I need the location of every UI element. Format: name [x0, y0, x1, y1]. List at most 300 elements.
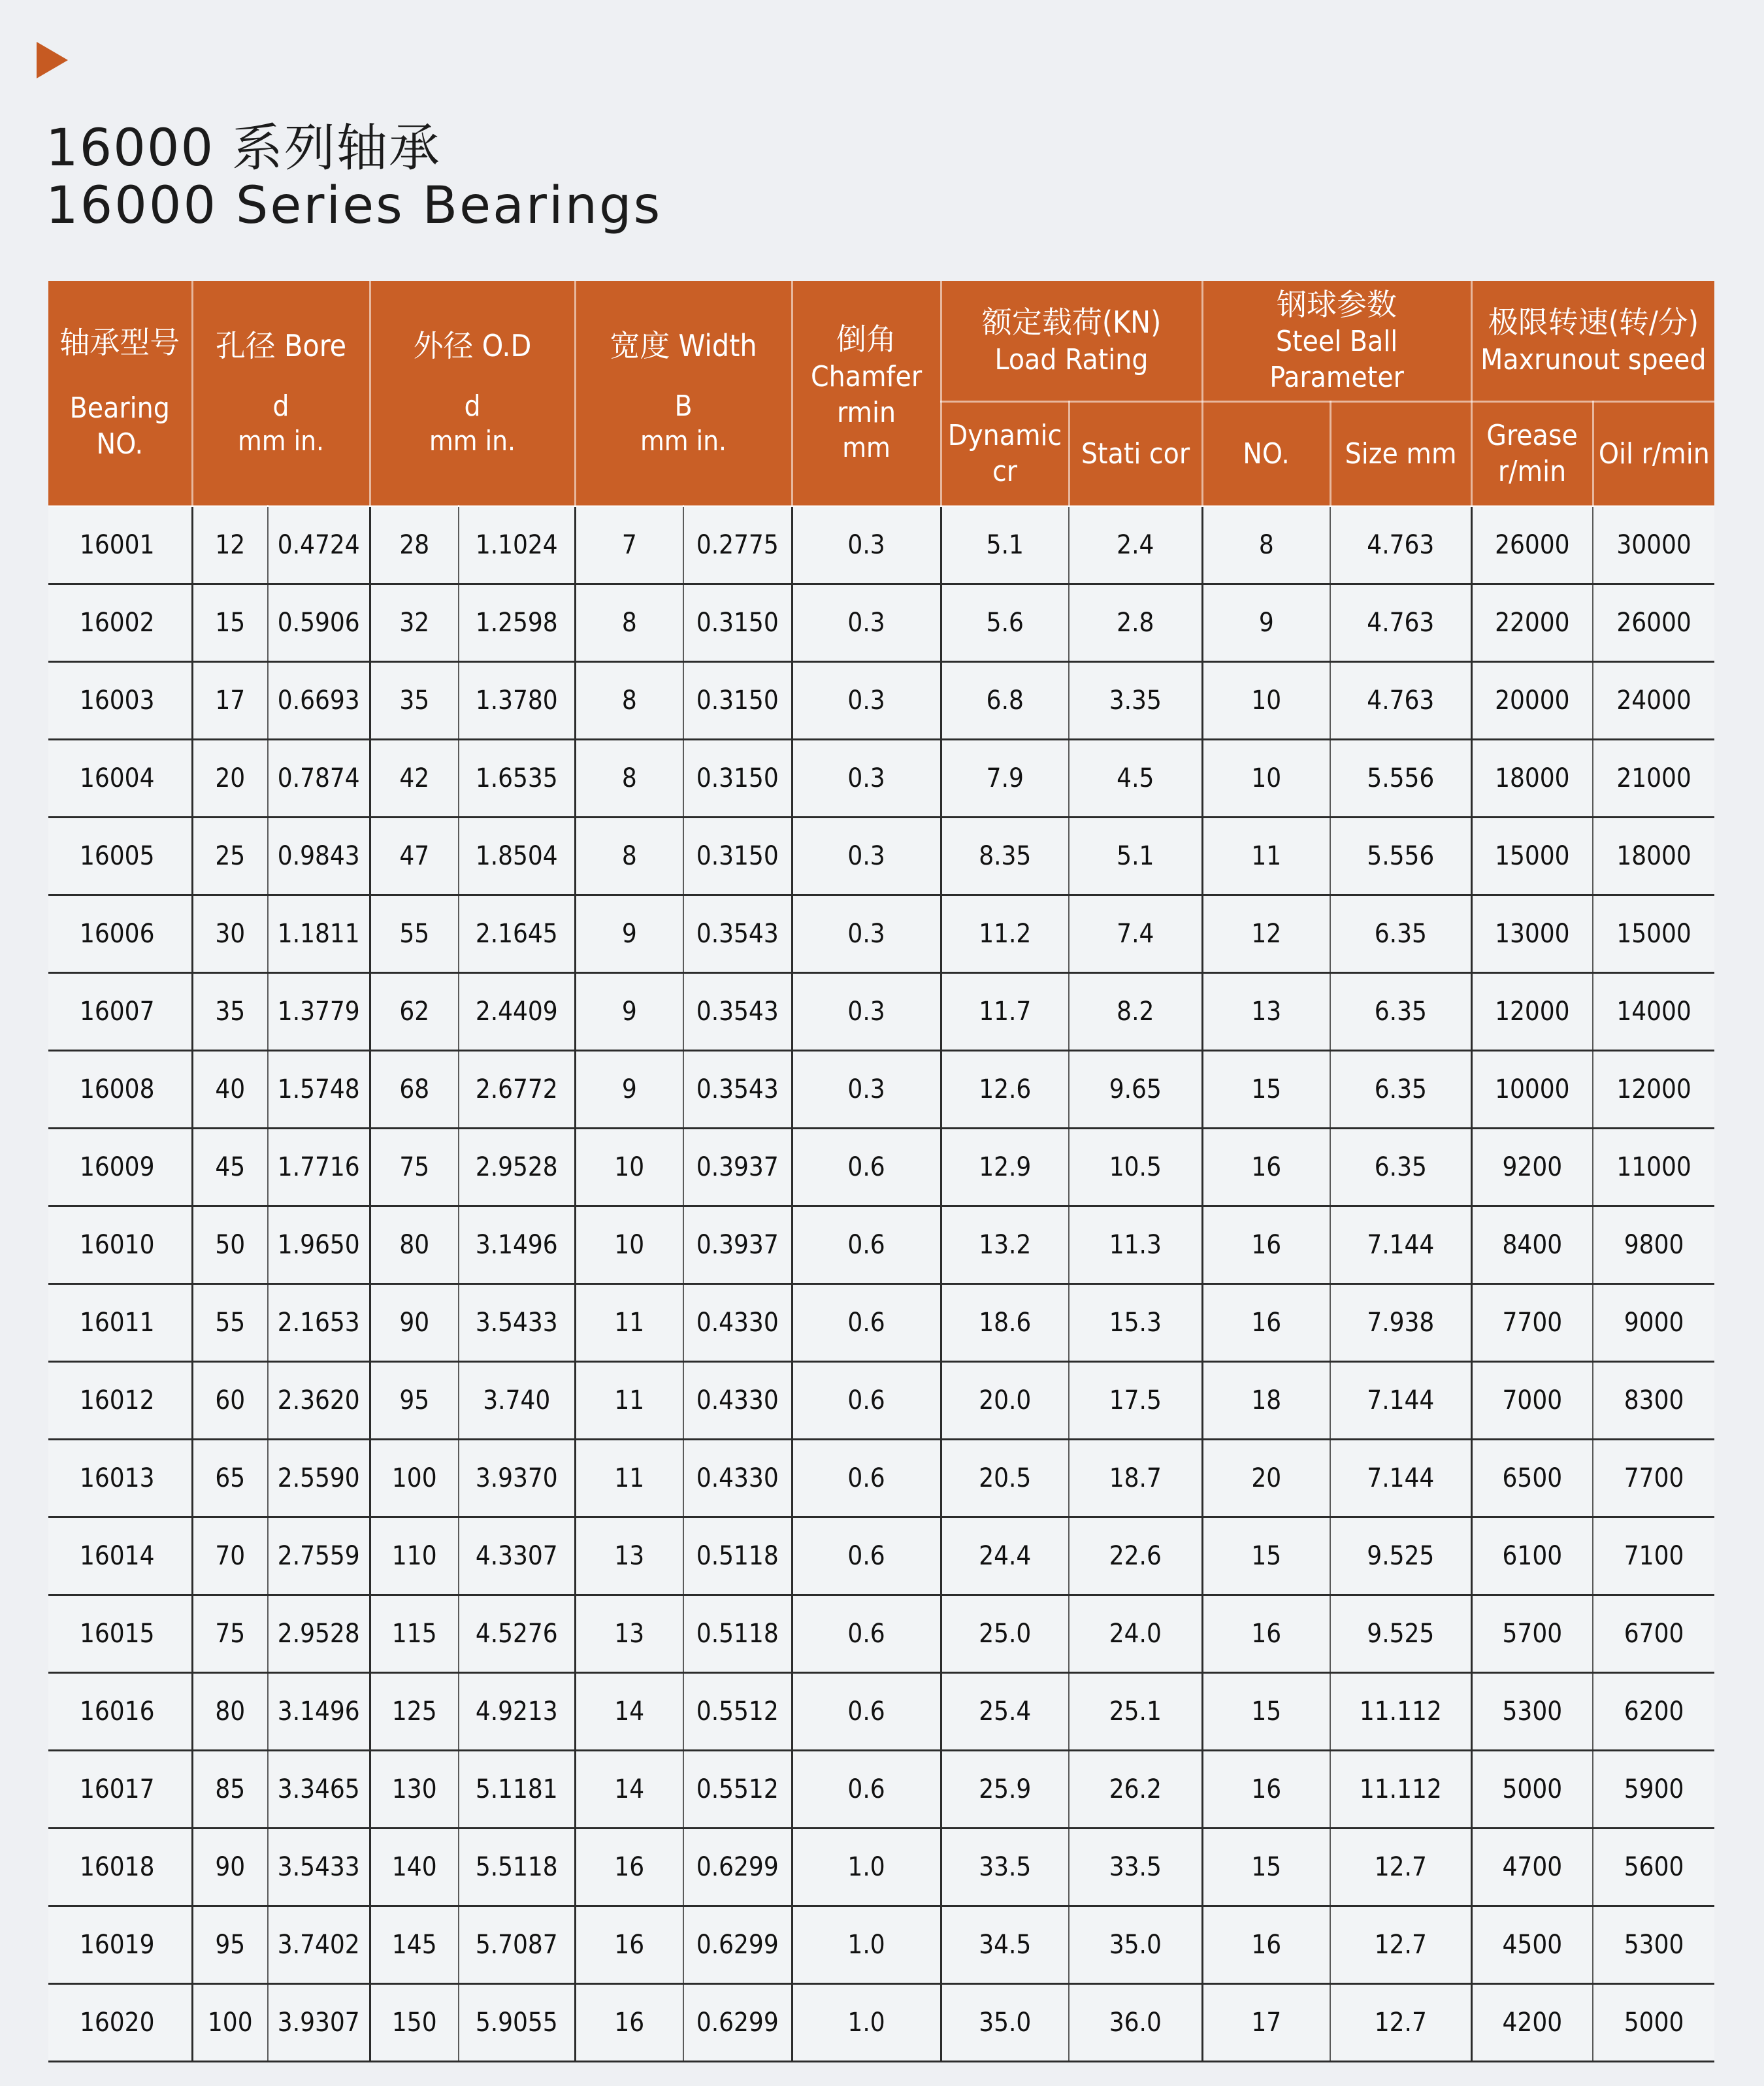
- cell-width-in: 0.3150: [683, 739, 792, 817]
- cell-od-in: 2.9528: [459, 1128, 575, 1206]
- cell-static: 7.4: [1069, 895, 1202, 972]
- header-dynamic: Dynamic cr: [941, 401, 1069, 506]
- cell-width-mm: 9: [575, 972, 683, 1050]
- cell-dynamic: 11.2: [941, 895, 1069, 972]
- table-row: [48, 1439, 1714, 1517]
- cell-width-mm: 13: [575, 1517, 683, 1595]
- cell-bore-mm: 85: [192, 1750, 268, 1828]
- cell-bearing-no: 16014: [48, 1517, 192, 1595]
- header-width-cn: 宽度 Width: [610, 327, 757, 363]
- cell-chamfer: 0.3: [792, 1050, 941, 1128]
- cell-oil: 12000: [1593, 1050, 1714, 1128]
- cell-width-mm: 8: [575, 817, 683, 895]
- cell-chamfer: 0.3: [792, 661, 941, 739]
- cell-od-mm: 90: [370, 1283, 459, 1361]
- table-row: [48, 739, 1714, 817]
- table-row: [48, 1517, 1714, 1595]
- cell-ball-size: 5.556: [1330, 817, 1471, 895]
- cell-od-mm: 150: [370, 1983, 459, 2061]
- cell-bearing-no: 16004: [48, 739, 192, 817]
- cell-ball-size: 4.763: [1330, 506, 1471, 584]
- cell-ball-no: 18: [1202, 1361, 1330, 1439]
- cell-dynamic: 20.0: [941, 1361, 1069, 1439]
- cell-bore-in: 0.9843: [268, 817, 370, 895]
- cell-bore-in: 0.4724: [268, 506, 370, 584]
- cell-bearing-no: 16011: [48, 1283, 192, 1361]
- cell-bore-mm: 65: [192, 1439, 268, 1517]
- cell-grease: 26000: [1471, 506, 1593, 584]
- cell-chamfer: 0.6: [792, 1517, 941, 1595]
- cell-dynamic: 13.2: [941, 1206, 1069, 1283]
- cell-ball-no: 16: [1202, 1750, 1330, 1828]
- cell-ball-no: 16: [1202, 1595, 1330, 1672]
- cell-od-in: 1.3780: [459, 661, 575, 739]
- cell-bore-mm: 20: [192, 739, 268, 817]
- cell-bore-in: 1.3779: [268, 972, 370, 1050]
- cell-width-in: 0.5512: [683, 1750, 792, 1828]
- cell-od-in: 1.1024: [459, 506, 575, 584]
- header-speed-cn: 极限转速(转/分): [1488, 305, 1699, 340]
- cell-width-mm: 16: [575, 1983, 683, 2061]
- cell-width-mm: 7: [575, 506, 683, 584]
- cell-oil: 18000: [1593, 817, 1714, 895]
- cell-od-in: 5.1181: [459, 1750, 575, 1828]
- header-width-symbol: B: [674, 389, 693, 423]
- cell-bore-mm: 50: [192, 1206, 268, 1283]
- cell-chamfer: 1.0: [792, 1983, 941, 2061]
- cell-od-mm: 55: [370, 895, 459, 972]
- cell-bore-in: 1.5748: [268, 1050, 370, 1128]
- cell-od-mm: 32: [370, 584, 459, 661]
- cell-bearing-no: 16009: [48, 1128, 192, 1206]
- cell-bore-mm: 60: [192, 1361, 268, 1439]
- cell-chamfer: 0.6: [792, 1206, 941, 1283]
- cell-bore-mm: 25: [192, 817, 268, 895]
- cell-dynamic: 5.1: [941, 506, 1069, 584]
- cell-ball-size: 7.144: [1330, 1439, 1471, 1517]
- cell-ball-size: 11.112: [1330, 1672, 1471, 1750]
- cell-ball-no: 10: [1202, 661, 1330, 739]
- header-bearing-no: [48, 281, 192, 506]
- cell-bore-in: 2.1653: [268, 1283, 370, 1361]
- cell-oil: 5900: [1593, 1750, 1714, 1828]
- cell-od-in: 1.8504: [459, 817, 575, 895]
- header-ball-en: Steel Ball Parameter: [1269, 325, 1404, 394]
- header-width-unit: mm in.: [640, 425, 727, 457]
- cell-width-mm: 16: [575, 1828, 683, 1906]
- cell-bore-in: 3.3465: [268, 1750, 370, 1828]
- cell-static: 9.65: [1069, 1050, 1202, 1128]
- cell-od-mm: 80: [370, 1206, 459, 1283]
- cell-static: 5.1: [1069, 817, 1202, 895]
- cell-bearing-no: 16007: [48, 972, 192, 1050]
- cell-od-mm: 95: [370, 1361, 459, 1439]
- cell-chamfer: 0.6: [792, 1128, 941, 1206]
- table-row: [48, 1595, 1714, 1672]
- cell-chamfer: 0.3: [792, 584, 941, 661]
- cell-width-in: 0.6299: [683, 1983, 792, 2061]
- table-row: [48, 506, 1714, 584]
- cell-width-in: 0.3150: [683, 584, 792, 661]
- cell-width-in: 0.3150: [683, 661, 792, 739]
- cell-oil: 5300: [1593, 1906, 1714, 1983]
- cell-chamfer: 0.3: [792, 739, 941, 817]
- cell-width-mm: 16: [575, 1906, 683, 1983]
- cell-oil: 5000: [1593, 1983, 1714, 2061]
- cell-od-mm: 145: [370, 1906, 459, 1983]
- cell-ball-size: 5.556: [1330, 739, 1471, 817]
- cell-ball-size: 9.525: [1330, 1595, 1471, 1672]
- cell-dynamic: 20.5: [941, 1439, 1069, 1517]
- cell-dynamic: 35.0: [941, 1983, 1069, 2061]
- cell-oil: 9800: [1593, 1206, 1714, 1283]
- cell-grease: 4500: [1471, 1906, 1593, 1983]
- cell-od-in: 3.5433: [459, 1283, 575, 1361]
- cell-od-mm: 130: [370, 1750, 459, 1828]
- cell-bore-in: 3.7402: [268, 1906, 370, 1983]
- cell-dynamic: 25.4: [941, 1672, 1069, 1750]
- cell-bore-mm: 12: [192, 506, 268, 584]
- header-chamfer: [792, 281, 941, 506]
- header-chamfer-symbol: rmin: [836, 395, 896, 429]
- cell-od-in: 4.9213: [459, 1672, 575, 1750]
- cell-ball-no: 17: [1202, 1983, 1330, 2061]
- table-row: [48, 972, 1714, 1050]
- cell-dynamic: 34.5: [941, 1906, 1069, 1983]
- cell-ball-no: 16: [1202, 1206, 1330, 1283]
- cell-bore-mm: 30: [192, 895, 268, 972]
- header-od-symbol: d: [464, 389, 481, 423]
- cell-chamfer: 0.6: [792, 1283, 941, 1361]
- cell-chamfer: 0.3: [792, 817, 941, 895]
- cell-grease: 10000: [1471, 1050, 1593, 1128]
- cell-dynamic: 6.8: [941, 661, 1069, 739]
- cell-bore-in: 0.5906: [268, 584, 370, 661]
- cell-static: 35.0: [1069, 1906, 1202, 1983]
- page-title-cn: 16000 系列轴承: [46, 119, 441, 178]
- cell-width-mm: 11: [575, 1439, 683, 1517]
- header-load-cn: 额定载荷(KN): [981, 305, 1162, 340]
- cell-bore-mm: 45: [192, 1128, 268, 1206]
- header-load-rating: [941, 281, 1202, 401]
- cell-od-in: 3.9370: [459, 1439, 575, 1517]
- table-row: [48, 661, 1714, 739]
- cell-width-in: 0.3543: [683, 972, 792, 1050]
- cell-bore-mm: 90: [192, 1828, 268, 1906]
- cell-oil: 5600: [1593, 1828, 1714, 1906]
- cell-chamfer: 0.6: [792, 1361, 941, 1439]
- header-od: [370, 281, 575, 506]
- cell-bore-mm: 35: [192, 972, 268, 1050]
- cell-static: 18.7: [1069, 1439, 1202, 1517]
- cell-grease: 5300: [1471, 1672, 1593, 1750]
- cell-ball-no: 20: [1202, 1439, 1330, 1517]
- cell-width-in: 0.5512: [683, 1672, 792, 1750]
- cell-ball-size: 7.938: [1330, 1283, 1471, 1361]
- cell-grease: 20000: [1471, 661, 1593, 739]
- cell-ball-no: 16: [1202, 1128, 1330, 1206]
- cell-grease: 8400: [1471, 1206, 1593, 1283]
- cell-bore-mm: 70: [192, 1517, 268, 1595]
- cell-grease: 12000: [1471, 972, 1593, 1050]
- cell-oil: 24000: [1593, 661, 1714, 739]
- cell-ball-no: 10: [1202, 739, 1330, 817]
- cell-od-in: 2.6772: [459, 1050, 575, 1128]
- cell-grease: 4700: [1471, 1828, 1593, 1906]
- cell-ball-size: 12.7: [1330, 1828, 1471, 1906]
- cell-ball-size: 6.35: [1330, 1128, 1471, 1206]
- cell-width-mm: 10: [575, 1206, 683, 1283]
- cell-width-in: 0.5118: [683, 1517, 792, 1595]
- cell-ball-no: 15: [1202, 1672, 1330, 1750]
- cell-od-mm: 42: [370, 739, 459, 817]
- cell-chamfer: 0.6: [792, 1595, 941, 1672]
- cell-ball-size: 12.7: [1330, 1983, 1471, 2061]
- cell-ball-size: 11.112: [1330, 1750, 1471, 1828]
- cell-ball-size: 6.35: [1330, 895, 1471, 972]
- cell-dynamic: 7.9: [941, 739, 1069, 817]
- cell-static: 2.4: [1069, 506, 1202, 584]
- cell-od-in: 5.9055: [459, 1983, 575, 2061]
- cell-od-in: 2.1645: [459, 895, 575, 972]
- cell-ball-no: 13: [1202, 972, 1330, 1050]
- cell-chamfer: 0.3: [792, 972, 941, 1050]
- cell-ball-size: 6.35: [1330, 972, 1471, 1050]
- cell-oil: 26000: [1593, 584, 1714, 661]
- cell-bearing-no: 16012: [48, 1361, 192, 1439]
- cell-ball-size: 6.35: [1330, 1050, 1471, 1128]
- cell-bearing-no: 16018: [48, 1828, 192, 1906]
- header-width: [575, 281, 792, 506]
- bearing-spec-table: [48, 281, 1714, 2062]
- cell-static: 10.5: [1069, 1128, 1202, 1206]
- header-grease: Grease r/min: [1471, 401, 1593, 506]
- table-row: [48, 1050, 1714, 1128]
- cell-bore-in: 1.1811: [268, 895, 370, 972]
- cell-bore-in: 3.5433: [268, 1828, 370, 1906]
- cell-od-in: 5.7087: [459, 1906, 575, 1983]
- cell-width-in: 0.4330: [683, 1361, 792, 1439]
- cell-static: 8.2: [1069, 972, 1202, 1050]
- cell-chamfer: 0.3: [792, 895, 941, 972]
- cell-oil: 30000: [1593, 506, 1714, 584]
- cell-bore-mm: 75: [192, 1595, 268, 1672]
- cell-od-mm: 35: [370, 661, 459, 739]
- cell-od-mm: 100: [370, 1439, 459, 1517]
- cell-ball-size: 7.144: [1330, 1361, 1471, 1439]
- cell-od-in: 3.740: [459, 1361, 575, 1439]
- cell-chamfer: 0.3: [792, 506, 941, 584]
- header-chamfer-en: Chamfer: [810, 359, 923, 393]
- cell-width-in: 0.3150: [683, 817, 792, 895]
- cell-dynamic: 25.9: [941, 1750, 1069, 1828]
- cell-bore-in: 1.7716: [268, 1128, 370, 1206]
- cell-od-mm: 140: [370, 1828, 459, 1906]
- cell-bearing-no: 16016: [48, 1672, 192, 1750]
- cell-static: 17.5: [1069, 1361, 1202, 1439]
- cell-bearing-no: 16020: [48, 1983, 192, 2061]
- cell-grease: 9200: [1471, 1128, 1593, 1206]
- page-title: [46, 119, 662, 235]
- cell-od-in: 4.5276: [459, 1595, 575, 1672]
- header-ball-no: NO.: [1202, 401, 1330, 506]
- cell-ball-no: 16: [1202, 1906, 1330, 1983]
- cell-chamfer: 0.6: [792, 1439, 941, 1517]
- cell-bore-in: 2.9528: [268, 1595, 370, 1672]
- cell-grease: 7700: [1471, 1283, 1593, 1361]
- table-row: [48, 1128, 1714, 1206]
- cell-static: 33.5: [1069, 1828, 1202, 1906]
- header-bore-symbol: d: [272, 389, 289, 423]
- cell-width-in: 0.6299: [683, 1828, 792, 1906]
- cell-oil: 21000: [1593, 739, 1714, 817]
- cell-oil: 8300: [1593, 1361, 1714, 1439]
- cell-grease: 15000: [1471, 817, 1593, 895]
- cell-chamfer: 0.6: [792, 1672, 941, 1750]
- cell-bearing-no: 16005: [48, 817, 192, 895]
- cell-static: 15.3: [1069, 1283, 1202, 1361]
- table-row: [48, 817, 1714, 895]
- cell-bore-in: 2.5590: [268, 1439, 370, 1517]
- cell-width-in: 0.3937: [683, 1128, 792, 1206]
- header-bore-cn: 孔径 Bore: [215, 327, 347, 363]
- cell-ball-no: 15: [1202, 1828, 1330, 1906]
- cell-static: 25.1: [1069, 1672, 1202, 1750]
- cell-dynamic: 25.0: [941, 1595, 1069, 1672]
- cell-od-mm: 125: [370, 1672, 459, 1750]
- cell-bore-in: 0.7874: [268, 739, 370, 817]
- cell-dynamic: 18.6: [941, 1283, 1069, 1361]
- header-od-unit: mm in.: [429, 425, 516, 457]
- cell-grease: 5700: [1471, 1595, 1593, 1672]
- cell-bearing-no: 16015: [48, 1595, 192, 1672]
- cell-bearing-no: 16002: [48, 584, 192, 661]
- cell-width-mm: 14: [575, 1672, 683, 1750]
- cell-bore-mm: 100: [192, 1983, 268, 2061]
- cell-grease: 18000: [1471, 739, 1593, 817]
- cell-width-in: 0.6299: [683, 1906, 792, 1983]
- cell-width-in: 0.3543: [683, 895, 792, 972]
- section-marker-icon: [37, 42, 68, 78]
- cell-bore-mm: 95: [192, 1906, 268, 1983]
- cell-bearing-no: 16001: [48, 506, 192, 584]
- cell-oil: 9000: [1593, 1283, 1714, 1361]
- cell-static: 36.0: [1069, 1983, 1202, 2061]
- table-row: [48, 1672, 1714, 1750]
- cell-bearing-no: 16008: [48, 1050, 192, 1128]
- cell-width-mm: 13: [575, 1595, 683, 1672]
- cell-ball-no: 9: [1202, 584, 1330, 661]
- cell-grease: 4200: [1471, 1983, 1593, 2061]
- cell-grease: 6100: [1471, 1517, 1593, 1595]
- cell-ball-no: 15: [1202, 1050, 1330, 1128]
- cell-width-mm: 8: [575, 739, 683, 817]
- cell-width-mm: 11: [575, 1283, 683, 1361]
- header-load-en: Load Rating: [994, 342, 1149, 376]
- cell-dynamic: 11.7: [941, 972, 1069, 1050]
- cell-width-mm: 10: [575, 1128, 683, 1206]
- cell-static: 11.3: [1069, 1206, 1202, 1283]
- header-speed-en: Maxrunout speed: [1480, 342, 1707, 376]
- cell-bore-in: 1.9650: [268, 1206, 370, 1283]
- cell-bearing-no: 16010: [48, 1206, 192, 1283]
- cell-ball-no: 11: [1202, 817, 1330, 895]
- cell-static: 2.8: [1069, 584, 1202, 661]
- cell-width-mm: 14: [575, 1750, 683, 1828]
- cell-od-in: 5.5118: [459, 1828, 575, 1906]
- cell-grease: 5000: [1471, 1750, 1593, 1828]
- table-body: [48, 506, 1714, 2061]
- table-row: [48, 895, 1714, 972]
- cell-oil: 15000: [1593, 895, 1714, 972]
- cell-ball-no: 8: [1202, 506, 1330, 584]
- cell-dynamic: 8.35: [941, 817, 1069, 895]
- cell-bore-in: 3.1496: [268, 1672, 370, 1750]
- cell-od-in: 1.2598: [459, 584, 575, 661]
- cell-od-in: 1.6535: [459, 739, 575, 817]
- cell-width-mm: 9: [575, 1050, 683, 1128]
- cell-od-mm: 28: [370, 506, 459, 584]
- table-row: [48, 1750, 1714, 1828]
- cell-width-mm: 9: [575, 895, 683, 972]
- cell-width-mm: 8: [575, 661, 683, 739]
- cell-bearing-no: 16006: [48, 895, 192, 972]
- cell-width-mm: 11: [575, 1361, 683, 1439]
- cell-bearing-no: 16017: [48, 1750, 192, 1828]
- cell-static: 3.35: [1069, 661, 1202, 739]
- cell-static: 24.0: [1069, 1595, 1202, 1672]
- cell-chamfer: 1.0: [792, 1906, 941, 1983]
- header-bearing-en: Bearing NO.: [69, 391, 170, 461]
- cell-oil: 7100: [1593, 1517, 1714, 1595]
- cell-dynamic: 12.9: [941, 1128, 1069, 1206]
- cell-static: 26.2: [1069, 1750, 1202, 1828]
- cell-od-mm: 47: [370, 817, 459, 895]
- table-row: [48, 1283, 1714, 1361]
- cell-ball-size: 4.763: [1330, 584, 1471, 661]
- cell-grease: 6500: [1471, 1439, 1593, 1517]
- cell-width-mm: 8: [575, 584, 683, 661]
- cell-od-mm: 62: [370, 972, 459, 1050]
- cell-width-in: 0.2775: [683, 506, 792, 584]
- cell-od-in: 3.1496: [459, 1206, 575, 1283]
- cell-dynamic: 12.6: [941, 1050, 1069, 1128]
- cell-od-mm: 75: [370, 1128, 459, 1206]
- table-row: [48, 1983, 1714, 2061]
- cell-grease: 7000: [1471, 1361, 1593, 1439]
- header-static: Stati cor: [1069, 401, 1202, 506]
- cell-width-in: 0.4330: [683, 1439, 792, 1517]
- cell-ball-size: 4.763: [1330, 661, 1471, 739]
- cell-oil: 11000: [1593, 1128, 1714, 1206]
- cell-chamfer: 1.0: [792, 1828, 941, 1906]
- cell-od-mm: 115: [370, 1595, 459, 1672]
- header-bore-unit: mm in.: [237, 425, 325, 457]
- header-oil: Oil r/min: [1593, 401, 1714, 506]
- cell-width-in: 0.3937: [683, 1206, 792, 1283]
- header-steel-ball: [1202, 281, 1471, 401]
- header-speed: [1471, 281, 1714, 401]
- cell-dynamic: 33.5: [941, 1828, 1069, 1906]
- cell-od-mm: 110: [370, 1517, 459, 1595]
- cell-width-in: 0.4330: [683, 1283, 792, 1361]
- cell-bore-in: 3.9307: [268, 1983, 370, 2061]
- cell-oil: 6700: [1593, 1595, 1714, 1672]
- cell-oil: 6200: [1593, 1672, 1714, 1750]
- cell-ball-size: 12.7: [1330, 1906, 1471, 1983]
- table-row: [48, 1828, 1714, 1906]
- header-chamfer-unit: mm: [842, 431, 890, 463]
